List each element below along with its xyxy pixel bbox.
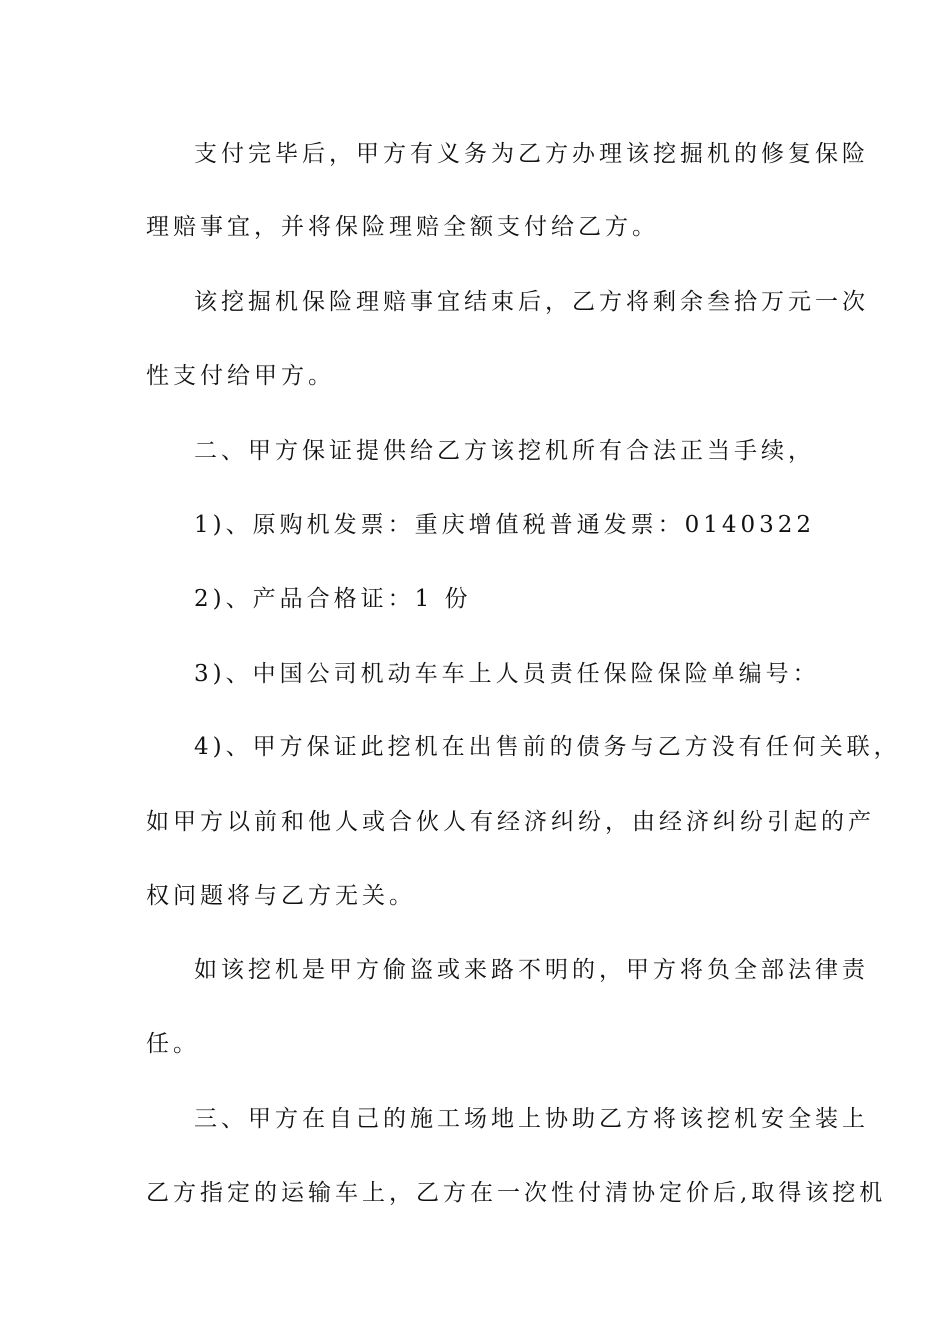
text-line: 3)、中国公司机动车车上人员责任保险保险单编号： bbox=[194, 661, 820, 687]
text-line: 乙方指定的运输车上，乙方在一次性付清协定价后,取得该挖机 bbox=[146, 1180, 887, 1206]
text-line: 如甲方以前和他人或合伙人有经济纠纷，由经济纠纷引起的产 bbox=[146, 809, 875, 835]
text-line: 理赔事宜，并将保险理赔全额支付给乙方。 bbox=[146, 214, 659, 240]
text-line: 该挖掘机保险理赔事宜结束后，乙方将剩余叁拾万元一次 bbox=[194, 289, 869, 315]
text-line: 任。 bbox=[146, 1031, 200, 1057]
text-line: 如该挖机是甲方偷盗或来路不明的，甲方将负全部法律责 bbox=[194, 957, 869, 983]
text-line: 权问题将与乙方无关。 bbox=[146, 883, 416, 909]
text-line: 支付完毕后，甲方有义务为乙方办理该挖掘机的修复保险 bbox=[194, 141, 869, 167]
text-line: 三、甲方在自己的施工场地上协助乙方将该挖机安全装上 bbox=[194, 1106, 869, 1132]
text-line: 1)、原购机发票：重庆增值税普通发票：0140322 bbox=[194, 512, 816, 538]
text-line: 性支付给甲方。 bbox=[146, 363, 335, 389]
text-line: 二、甲方保证提供给乙方该挖机所有合法正当手续， bbox=[194, 438, 815, 464]
text-line: 4)、甲方保证此挖机在出售前的债务与乙方没有任何关联， bbox=[194, 734, 901, 760]
text-line: 2)、产品合格证：1 份 bbox=[194, 586, 472, 612]
